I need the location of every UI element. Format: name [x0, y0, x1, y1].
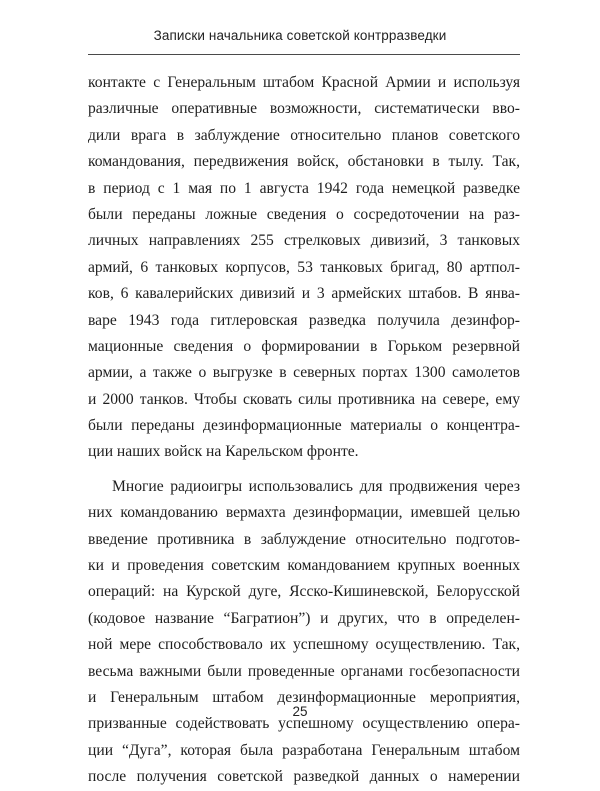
- paragraph-gap: [88, 466, 520, 474]
- page-number: 25: [292, 704, 308, 719]
- text-line: были переданы ложные сведения о сосредоточении на раз-: [88, 205, 520, 223]
- text-line: призванные содействовать успешному осуществлению опера-: [88, 715, 520, 733]
- paragraph-2: [88, 474, 520, 791]
- text-line: ной мере способствовало их успешному осуществлению. Так,: [88, 636, 520, 654]
- text-line: после получения советской разведкой данных о намерении: [88, 768, 520, 786]
- text-line: и 2000 танков. Чтобы сковать силы противника на севере, ему: [88, 390, 520, 408]
- text-line: ки и проведения советским командованием крупных военных: [88, 557, 520, 575]
- running-head: Записки начальника советской контрразведки: [153, 28, 447, 43]
- text-line: Многие радиоигры использовались для продвижения через: [112, 477, 520, 495]
- text-line: введение противника в заблуждение относительно подготов-: [88, 530, 520, 548]
- header-rule: [88, 54, 520, 55]
- text-line: личных направлениях 255 стрелковых дивизий, 3 танковых: [88, 232, 520, 250]
- text-line: и Генеральным штабом дезинформационные мероприятия,: [88, 688, 520, 706]
- text-line: мационные сведения о формировании в Горьком резервной: [88, 337, 520, 355]
- paragraph-1: [88, 70, 520, 466]
- text-line: контакте с Генеральным штабом Красной Армии и используя: [88, 74, 520, 91]
- text-line: были переданы дезинформационные материалы о концентра-: [88, 417, 520, 435]
- text-line: весьма важными были проведенные органами госбезопасности: [88, 662, 520, 680]
- text-line: армии, а также о выгрузке в северных портах 1300 самолетов: [88, 364, 520, 382]
- text-line: различные оперативные возможности, систематически вво-: [88, 100, 520, 118]
- page-body: [88, 70, 520, 791]
- text-line: дили врага в заблуждение относительно планов советского: [88, 126, 520, 144]
- text-line: ции “Дуга”, которая была разработана Генеральным штабом: [88, 741, 520, 759]
- text-line: армий, 6 танковых корпусов, 53 танковых бригад, 80 артпол-: [88, 258, 520, 276]
- text-line: операций: на Курской дуге, Ясско-Кишиневской, Белорусской: [88, 583, 520, 601]
- text-line: в период с 1 мая по 1 августа 1942 года немецкой разведке: [88, 179, 520, 197]
- text-line: них командованию вермахта дезинформации, имевшей целью: [88, 504, 520, 522]
- text-line: (кодовое название “Багратион”) и других, что в определен-: [88, 609, 520, 627]
- text-line: ков, 6 кавалерийских дивизий и 3 армейских штабов. В янва-: [88, 285, 520, 303]
- text-line: командования, передвижения войск, обстановки в тылу. Так,: [88, 153, 520, 171]
- text-line: варе 1943 года гитлеровская разведка получила дезинфор-: [88, 311, 520, 329]
- text-line: ции наших войск на Карельском фронте.: [88, 443, 359, 461]
